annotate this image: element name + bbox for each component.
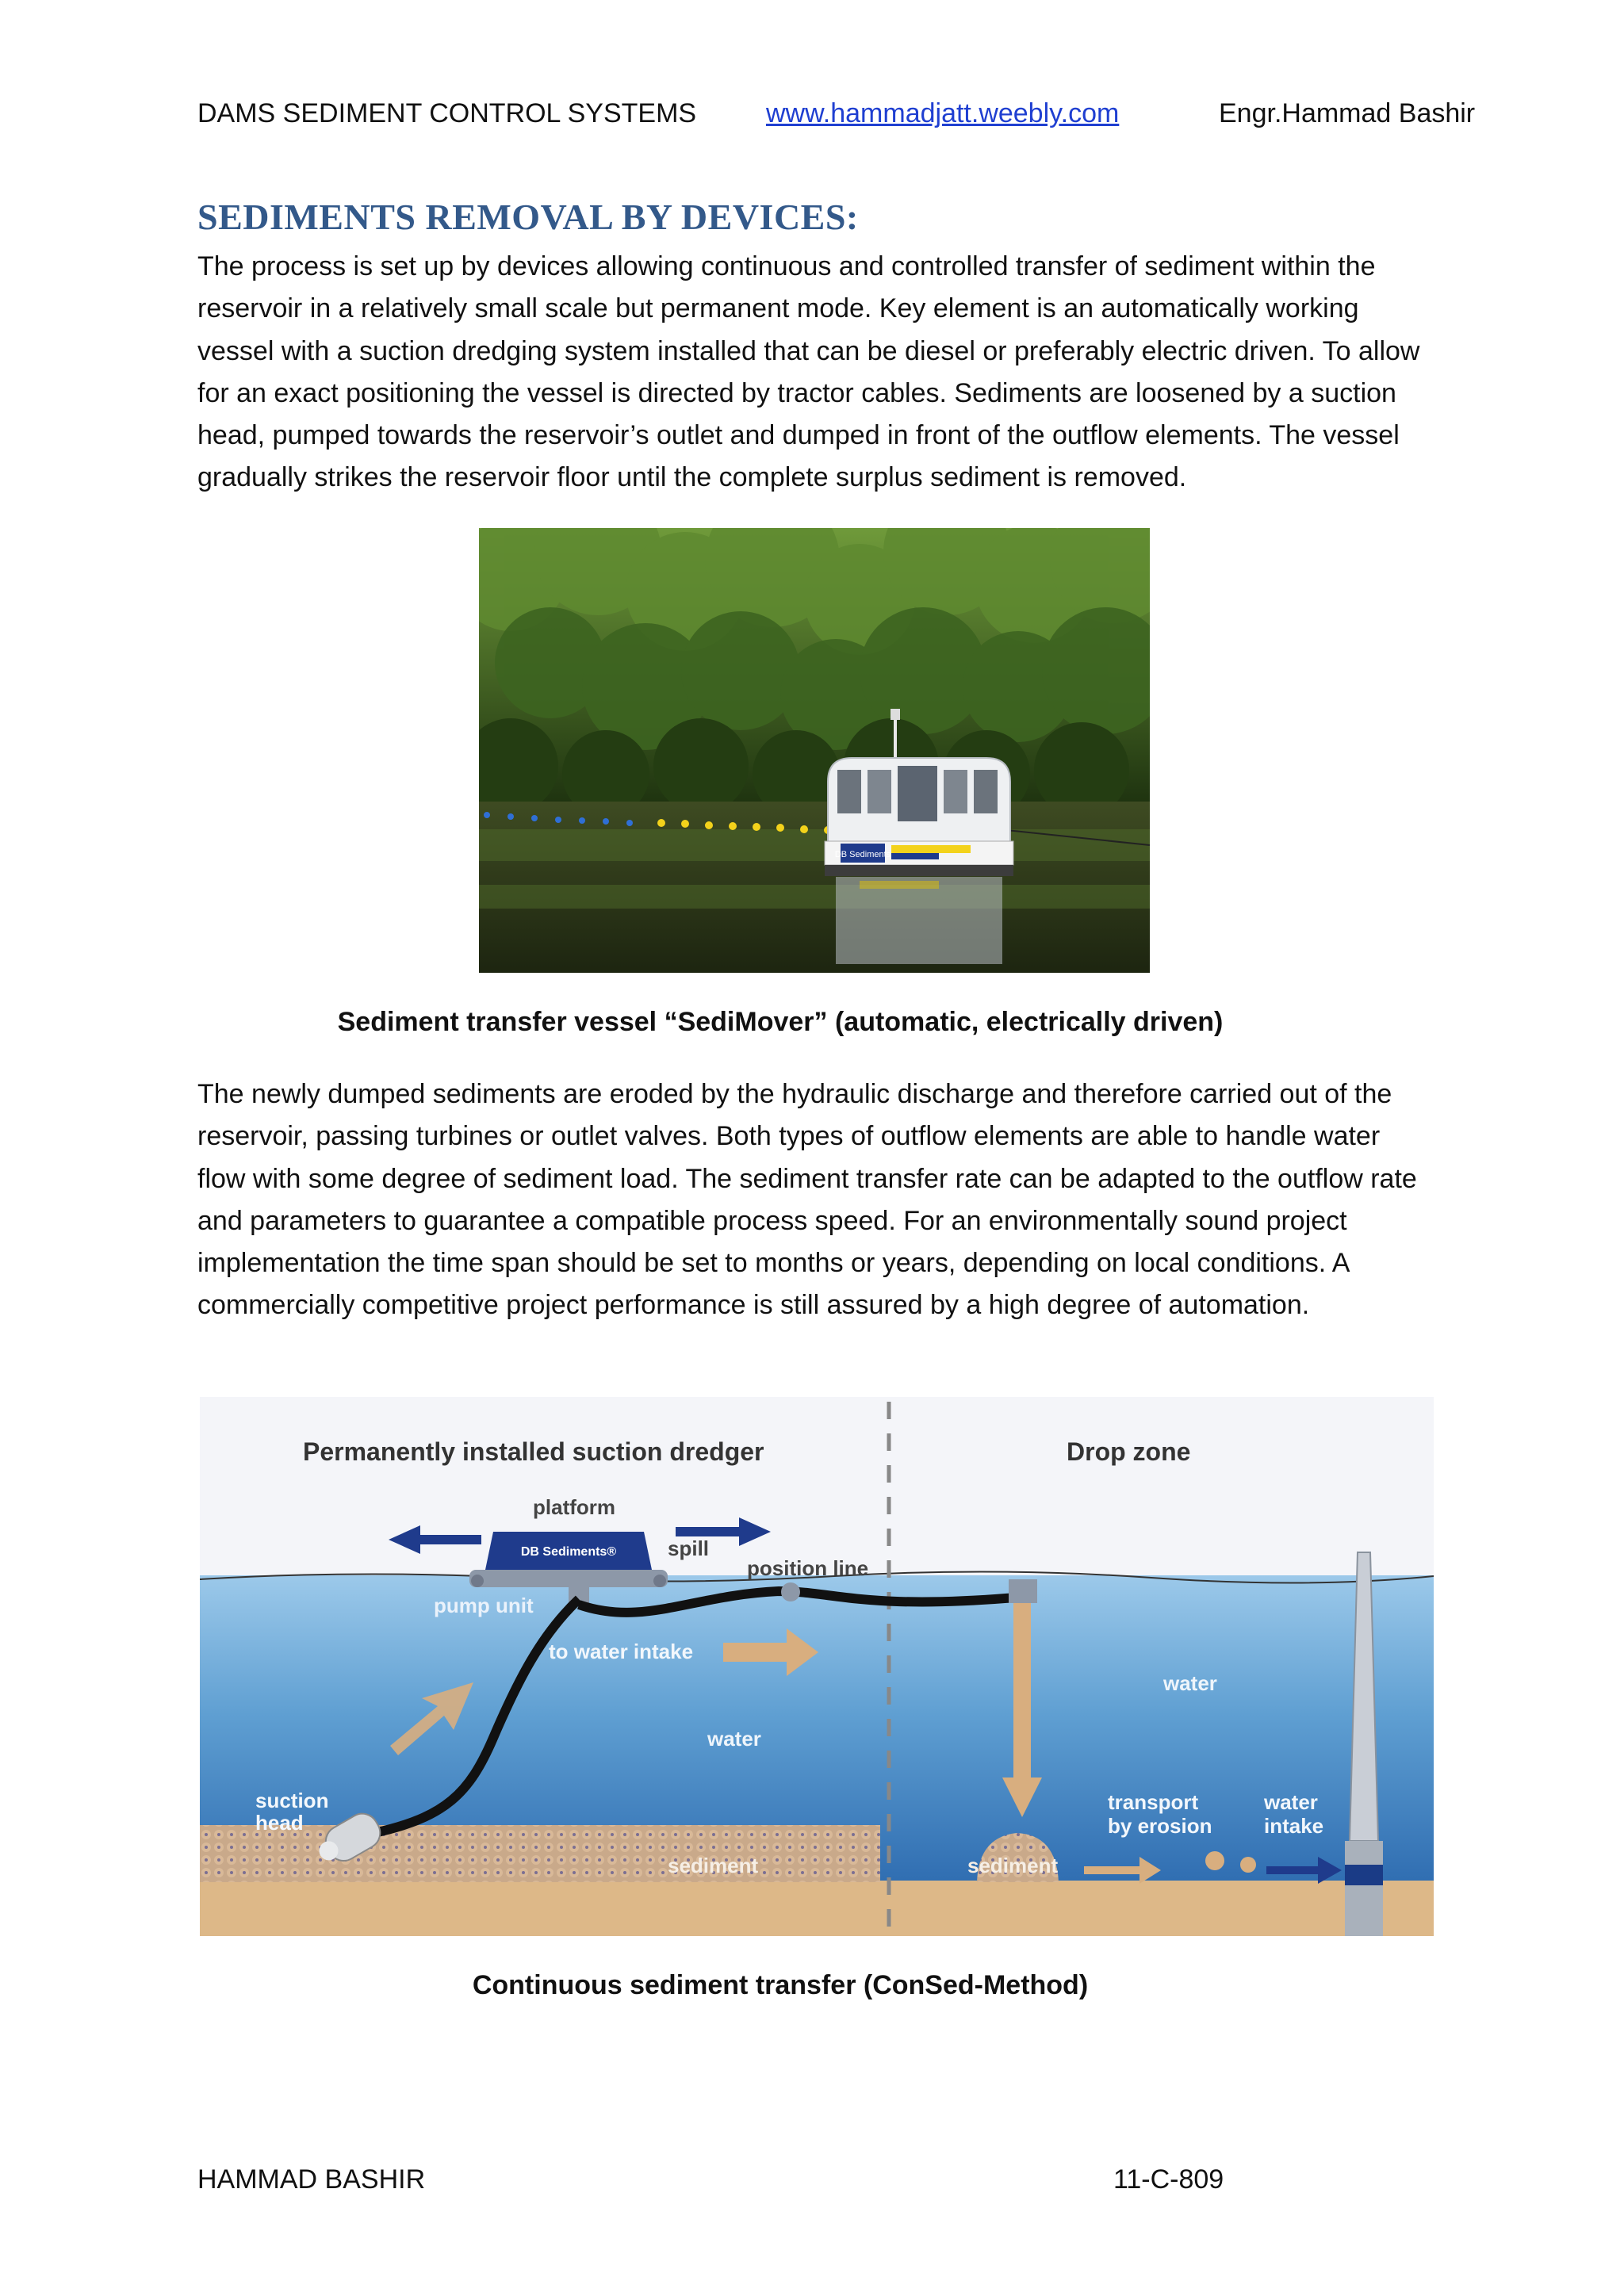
- section-heading: SEDIMENTS REMOVAL BY DEVICES:: [197, 197, 859, 237]
- label-suction-1: suction: [255, 1789, 329, 1812]
- sedimover-photo: [479, 528, 1150, 973]
- label-water-left: water: [707, 1727, 761, 1751]
- label-brand: DB Sediments®: [520, 1545, 617, 1559]
- header-author: Engr.Hammad Bashir: [1219, 98, 1476, 128]
- label-spill: spill: [668, 1536, 710, 1560]
- vessel-sign: DB Sediments: [834, 850, 891, 859]
- label-water-right: water: [1163, 1671, 1217, 1695]
- paragraph-intro: The process is set up by devices allowing continuous and controlled transfer of sediment within the reservoir in a relatively small scale but permanent mode. Key element is an automatically working vessel with a suction dredging system installed that can be diesel or preferably electric driven. To allow for an exact positioning the vessel is directed by tractor cables. Sediments are loosened by a suction head, pumped towards the reservoir’s outlet and dumped in front of the outflow elements. The vessel gradually strikes the reservoir floor until the complete surplus sediment is removed.: [197, 251, 1420, 493]
- consed-diagram: [200, 1397, 1434, 1936]
- label-pump-unit: pump unit: [434, 1594, 534, 1617]
- label-position-line: position line: [747, 1556, 869, 1580]
- label-platform: platform: [533, 1495, 615, 1519]
- header-website-link[interactable]: www.hammadjatt.weebly.com: [766, 98, 1120, 128]
- label-suction-2: head: [255, 1811, 304, 1835]
- label-transport-1: transport: [1108, 1790, 1199, 1814]
- label-sediment-right: sediment: [967, 1854, 1059, 1877]
- label-intake-2: intake: [1264, 1814, 1324, 1838]
- label-intake-1: water: [1264, 1790, 1318, 1814]
- label-to-water-intake: to water intake: [549, 1640, 694, 1663]
- paragraph-erosion: The newly dumped sediments are eroded by the hydraulic discharge and therefore carried out of the reservoir, passing turbines or outlet valves. Both types of outflow elements are able to handle water flow with some degree of sediment load. The sediment transfer rate can be adapted to the outflow rate and parameters to guarantee a compatible process speed. For an environmentally sound project implementation the time span should be set to months or years, depending on local conditions. A commercially competitive project performance is still assured by a high degree of automation.: [197, 1079, 1417, 1321]
- footer-id: 11-C-809: [1113, 2164, 1224, 2195]
- footer-author: HAMMAD BASHIR: [197, 2164, 426, 2195]
- label-sediment-left: sediment: [668, 1854, 759, 1877]
- photo-caption: Sediment transfer vessel “SediMover” (automatic, electrically driven): [337, 1007, 1224, 1037]
- diagram-right-title: Drop zone: [1067, 1437, 1191, 1466]
- header-title: DAMS SEDIMENT CONTROL SYSTEMS: [197, 98, 697, 128]
- diagram-left-title: Permanently installed suction dredger: [303, 1437, 764, 1466]
- diagram-caption: Continuous sediment transfer (ConSed-Method): [472, 1970, 1089, 2000]
- label-transport-2: by erosion: [1108, 1814, 1212, 1838]
